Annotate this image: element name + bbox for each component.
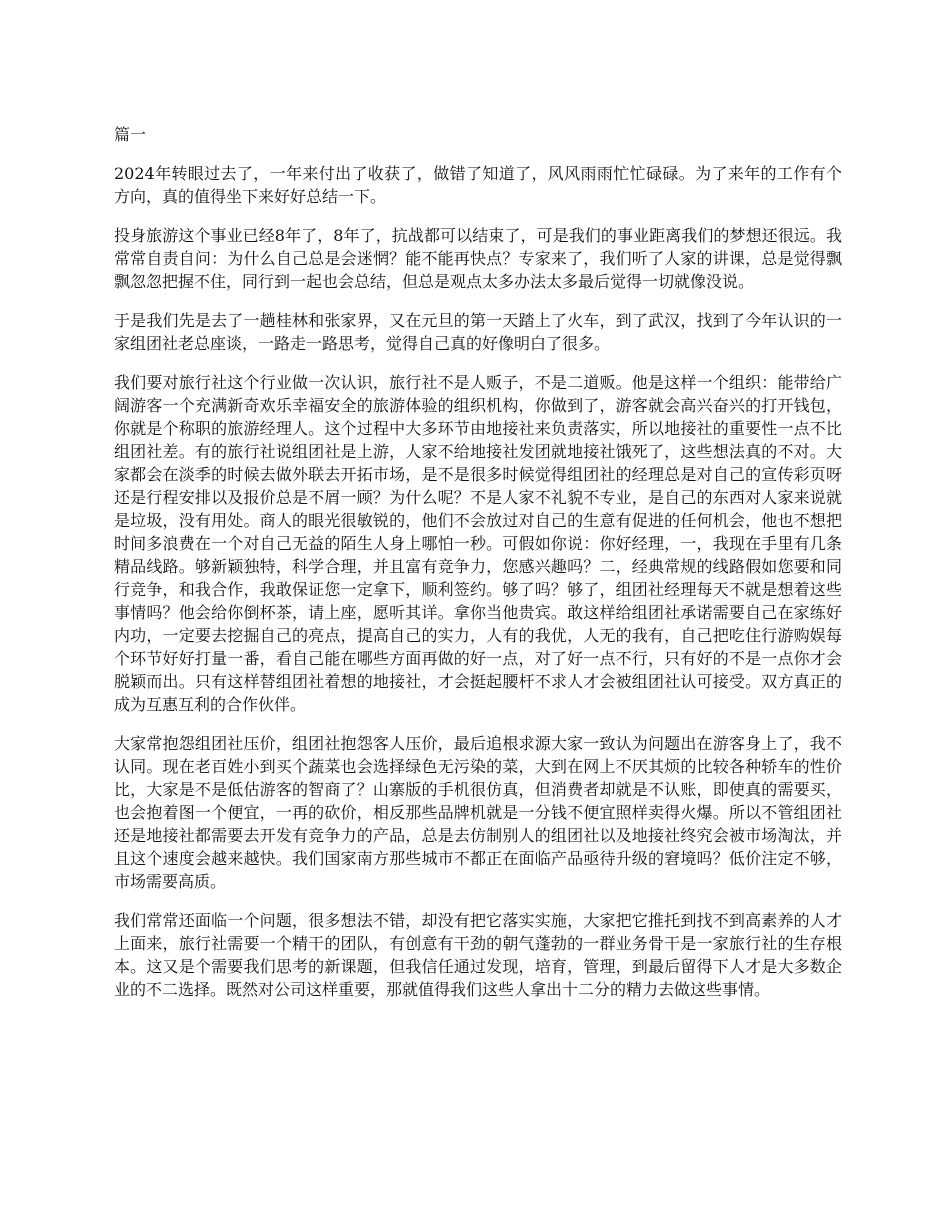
paragraph-4: 我们要对旅行社这个行业做一次认识，旅行社不是人贩子，不是二道贩。他是这样一个组织：能带给广阔游客一个充满新奇欢乐幸福安全的旅游体验的组织机构，你做到了，游客就会高兴奋兴的打开钱包，你就是个称职的旅游经理人。这个过程中大多环节由地接社来负责落实，所以地接社的重要性一点不比组团社差。有的旅行社说组团社是上游，人家不给地接社发团就地接社饿死了，这些想法真的不对。大家都会在淡季的时候去做外联去开拓市场，是不是很多时候觉得组团社的经理总是对自己的宣传彩页呀还是行程安排以及报价总是不屑一顾？为什么呢？不是人家不礼貌不专业，是自己的东西对人家来说就是垃圾，没有用处。商人的眼光很敏锐的，他们不会放过对自己的生意有促进的任何机会，他也不想把时间多浪费在一个对自己无益的陌生人身上哪怕一秒。可假如你说：你好经理，一，我现在手里有几条精品线路。够新颖独特，科学合理，并且富有竞争力，您感兴趣吗？二，经典常规的线路假如您要和同行竞争，和我合作，我敢保证您一定拿下，顺利签约。够了吗？够了，组团社经理每天不就是想着这些事情吗？他会给你倒杯茶，请上座，愿听其详。拿你当他贵宾。敢这样给组团社承诺需要自己在家练好内功，一定要去挖掘自己的亮点，提高自己的实力，人有的我优，人无的我有，自己把吃住行游购娱每个环节好好打量一番，看自己能在哪些方面再做的好一点，对了好一点不行，只有好的不是一点你才会脱颖而出。只有这样替组团社着想的地接社，才会挺起腰杆不求人才会被组团社认可接受。双方真正的成为互惠互利的合作伙伴。 bbox=[114, 373, 842, 714]
section-title: 篇一 bbox=[114, 125, 147, 144]
paragraph-2: 投身旅游这个事业已经8年了，8年了，抗战都可以结束了，可是我们的事业距离我们的梦想还很远。我常常自责自问：为什么自己总是会迷惘？能不能再快点？专家来了，我们听了人家的讲课，总是觉得飘飘忽忽把握不住，同行到一起也会总结，但总是观点太多办法太多最后觉得一切就像没说。 bbox=[114, 226, 842, 291]
paragraph-6: 我们常常还面临一个问题，很多想法不错，却没有把它落实实施，大家把它推托到找不到高素养的人才上面来，旅行社需要一个精干的团队，有创意有干劲的朝气蓬勃的一群业务骨干是一家旅行社的生存根本。这又是个需要我们思考的新课题，但我信任通过发现，培育，管理，到最后留得下人才是大多数企业的不二选择。既然对公司这样重要，那就值得我们这些人拿出十二分的精力去做这些事情。 bbox=[114, 911, 842, 999]
paragraph-5: 大家常抱怨组团社压价，组团社抱怨客人压价，最后追根求源大家一致认为问题出在游客身上了，我不认同。现在老百姓小到买个蔬菜也会选择绿色无污染的菜，大到在网上不厌其烦的比较各种轿车的性价比，大家是不是低估游客的智商了？山寨版的手机很仿真，但消费者却就是不认账，即使真的需要买，也会抱着图一个便宜，一再的砍价，相反那些品牌机就是一分钱不便宜照样卖得火爆。所以不管组团社还是地接社都需要去开发有竞争力的产品，总是去仿制别人的组团社以及地接社终究会被市场淘汰，并且这个速度会越来越快。我们国家南方那些城市不都正在面临产品亟待升级的窘境吗？低价注定不够，市场需要高质。 bbox=[114, 734, 842, 891]
document-body bbox=[114, 123, 842, 1017]
paragraph-1: 2024年转眼过去了，一年来付出了收获了，做错了知道了，风风雨雨忙忙碌碌。为了来年的工作有个方向，真的值得坐下来好好总结一下。 bbox=[114, 164, 842, 206]
paragraph-3: 于是我们先是去了一趟桂林和张家界，又在元旦的第一天踏上了火车，到了武汉，找到了今年认识的一家组团社老总座谈，一路走一路思考，觉得自己真的好像明白了很多。 bbox=[114, 311, 842, 353]
